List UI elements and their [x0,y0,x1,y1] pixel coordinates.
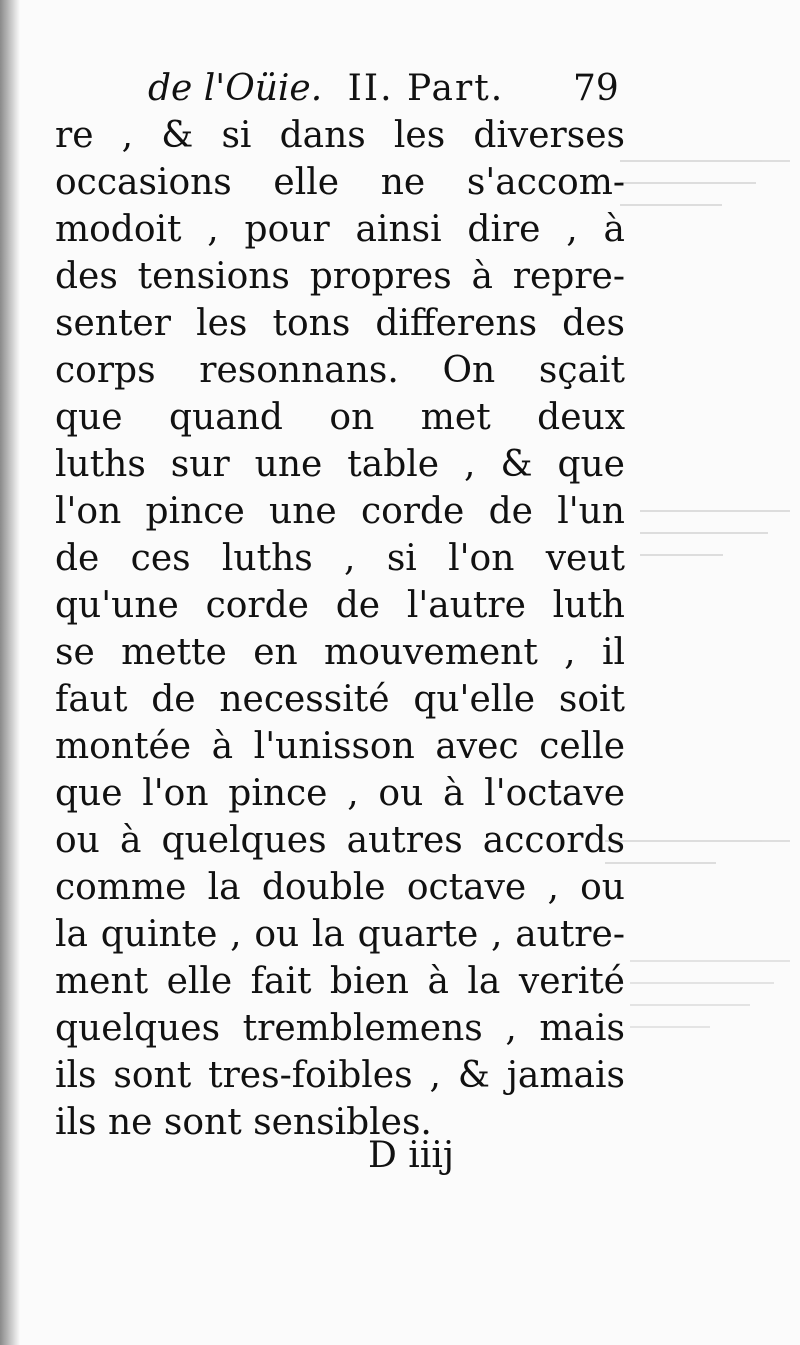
show-through-shadow [640,490,790,600]
text-line: qu'une corde de l'autre luth [55,585,625,626]
running-header [148,68,628,109]
page-number: 79 [573,68,619,109]
text-line: quelques tremblemens , mais [55,1008,625,1049]
text-line: ou à quelques autres accords [55,820,625,861]
text-line: comme la double octave , ou [55,867,625,908]
text-line: se mette en mouvement , il [55,632,625,673]
text-line: de ces luths , si l'on veut [55,538,625,579]
text-line: ils ne sont sensibles. [55,1102,432,1143]
text-line: senter les tons differens des [55,303,625,344]
text-line: l'on pince une corde de l'un [55,491,625,532]
show-through-shadow [620,140,790,250]
show-through-shadow [605,820,790,880]
text-line: luths sur une table , & que [55,444,625,485]
text-line: que l'on pince , ou à l'octave [55,773,625,814]
text-line: montée à l'unisson avec celle [55,726,625,767]
text-line: occasions elle ne s'accom- [55,162,625,203]
running-title: de l'Oüie. [148,68,323,109]
signature-mark: D iiij [368,1135,455,1176]
text-line: des tensions propres à repre- [55,256,625,297]
text-line: ils sont tres-foibles , & jamais [55,1055,625,1096]
text-line: que quand on met deux [55,397,625,438]
text-line: ment elle fait bien à la verité [55,961,625,1002]
text-line: corps resonnans. On sçait [55,350,625,391]
text-line: la quinte , ou la quarte , autre- [55,914,625,955]
text-line: re , & si dans les diverses [55,115,625,156]
show-through-shadow [630,940,790,1070]
text-line: faut de necessité qu'elle soit [55,679,625,720]
text-line: modoit , pour ainsi dire , à [55,209,625,250]
part-label: II. Part. [347,68,505,109]
body-text [55,112,625,1146]
